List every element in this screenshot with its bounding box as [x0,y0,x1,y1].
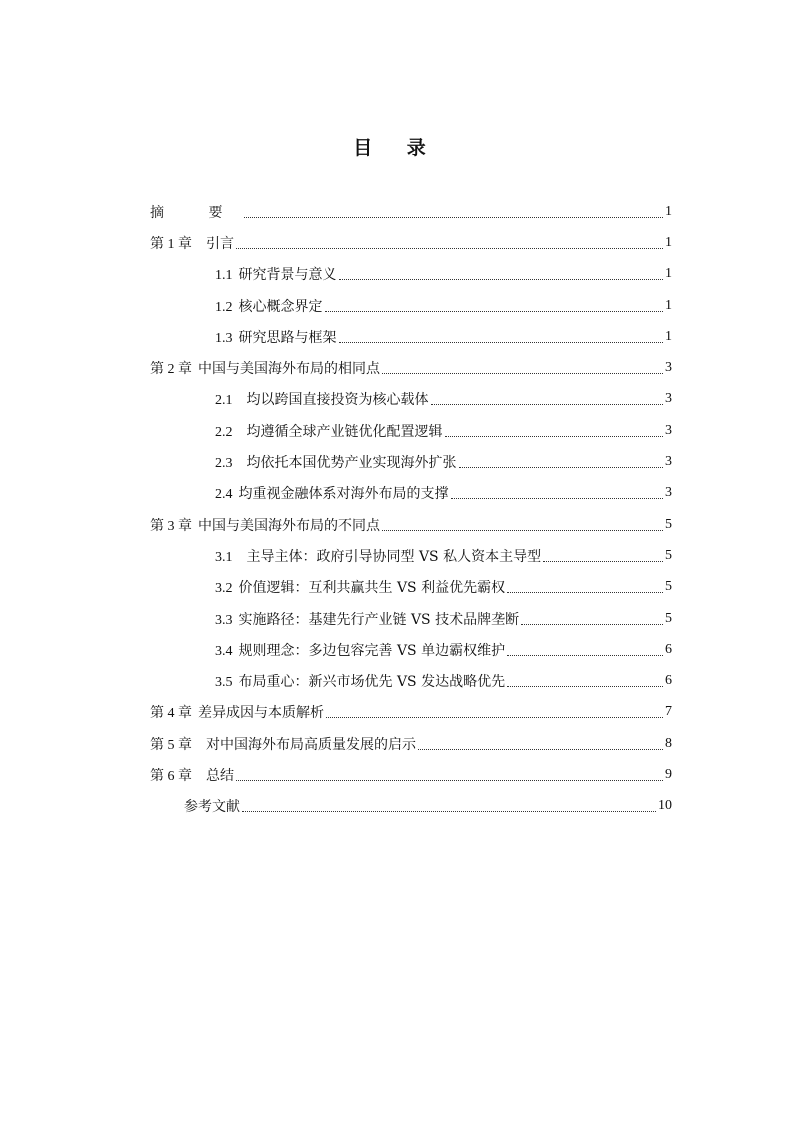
toc-entry-text: 差异成因与本质解析 [198,705,324,722]
section-number: 2.4 [215,487,233,503]
toc-page-number: 5 [665,610,672,626]
chapter-number: 第 5 章 [150,737,192,753]
toc-page-number: 1 [665,297,672,313]
toc-entry-text: 总结 [206,767,234,784]
dot-leader [325,310,664,312]
toc-entry-text: 研究思路与框架 [238,329,337,346]
toc-entry-text: 参考文献 [184,799,240,816]
toc-entry-chapter-1[interactable] [150,227,672,258]
toc-entry-text: 均依托本国优势产业实现海外扩张 [246,455,457,472]
toc-entry-section-3-3[interactable] [150,603,672,634]
toc-page-number: 3 [665,422,672,438]
toc-entry-label [215,264,337,284]
dot-leader [543,560,663,562]
toc-entry-section-3-4[interactable] [150,634,672,665]
toc-page-number: 1 [665,234,672,250]
toc-entry-label [215,296,323,316]
toc-entry-chapter-5[interactable] [150,728,672,759]
toc-entry-label [215,546,541,566]
toc-entry-label [215,389,429,409]
toc-entry-text: 规则理念：多边包容完善 VS 单边霸权维护 [238,642,506,659]
chapter-number: 第 1 章 [150,236,192,252]
toc-entry-section-2-3[interactable] [150,446,672,477]
toc-page-number: 3 [665,360,672,376]
dot-leader [236,247,663,249]
toc-entry-label [215,577,505,597]
section-number: 3.2 [215,581,233,597]
dot-leader [507,654,663,656]
toc-entry-chapter-2[interactable] [150,352,672,383]
section-number: 3.5 [215,675,233,691]
dot-leader [451,497,664,499]
toc-entry-section-2-1[interactable] [150,384,672,415]
dot-leader [339,278,664,280]
toc-page-number: 1 [665,328,672,344]
toc-page-number: 6 [665,641,672,657]
dot-leader [445,435,664,437]
toc-entry-text: 主导主体：政府引导协同型 VS 私人资本主导型 [246,548,542,565]
toc-entry-text: 引言 [206,235,234,252]
chapter-number: 第 6 章 [150,768,192,784]
section-number: 2.2 [215,424,233,440]
dot-leader [244,216,663,218]
toc-page-number: 9 [665,766,672,782]
toc-list [150,196,672,822]
toc-entry-section-3-2[interactable] [150,572,672,603]
dot-leader [459,466,664,468]
chapter-number: 第 3 章 [150,518,192,534]
toc-entry-label [150,734,416,754]
toc-entry-chapter-3[interactable] [150,509,672,540]
dot-leader [431,403,664,405]
section-number: 2.1 [215,393,233,409]
toc-entry-section-2-2[interactable] [150,415,672,446]
toc-entry-label [215,327,337,347]
dot-leader [418,748,663,750]
toc-entry-label [215,452,457,472]
toc-entry-label [150,202,242,222]
toc-page-number: 5 [665,547,672,563]
toc-entry-label [150,765,234,785]
toc-page-number: 3 [665,391,672,407]
section-number: 1.2 [215,299,233,315]
toc-entry-text: 中国与美国海外布局的相同点 [198,361,380,378]
toc-page-number: 6 [665,673,672,689]
toc-page-number: 3 [665,454,672,470]
toc-entry-section-3-5[interactable] [150,665,672,696]
section-number: 3.1 [215,549,233,565]
toc-entry-section-1-3[interactable] [150,321,672,352]
chapter-number: 第 2 章 [150,362,192,378]
toc-entry-label [215,483,449,503]
toc-page-number: 8 [665,735,672,751]
dot-leader [521,623,663,625]
toc-entry-section-2-4[interactable] [150,478,672,509]
dot-leader [326,716,663,718]
toc-entry-label [150,702,324,722]
section-number: 1.1 [215,268,233,284]
chapter-number: 第 4 章 [150,706,192,722]
toc-entry-text: 中国与美国海外布局的不同点 [198,517,380,534]
toc-page-number: 7 [665,704,672,720]
toc-entry-text: 均重视金融体系对海外布局的支撑 [238,486,449,503]
section-number: 2.3 [215,456,233,472]
dot-leader [507,591,663,593]
section-number: 3.3 [215,612,233,628]
toc-entry-section-3-1[interactable] [150,540,672,571]
dot-leader [236,779,663,781]
toc-entry-label [215,640,505,660]
toc-page-number: 5 [665,579,672,595]
dot-leader [507,685,663,687]
toc-entry-text: 价值逻辑：互利共赢共生 VS 利益优先霸权 [238,580,506,597]
toc-entry-text: 研究背景与意义 [238,267,337,284]
toc-entry-label [215,609,519,629]
toc-entry-abstract[interactable] [150,196,672,227]
toc-entry-text: 对中国海外布局高质量发展的启示 [206,736,416,753]
toc-entry-text: 均以跨国直接投资为核心载体 [246,392,429,409]
toc-entry-text: 布局重心：新兴市场优先 VS 发达战略优先 [238,674,506,691]
dot-leader [242,810,656,812]
toc-entry-text: 摘 要 [150,204,243,221]
toc-page-number: 1 [665,266,672,282]
toc-page-number: 1 [665,203,672,219]
section-number: 3.4 [215,643,233,659]
toc-entry-section-1-1[interactable] [150,259,672,290]
toc-entry-chapter-6[interactable] [150,759,672,790]
toc-entry-references[interactable] [150,791,672,822]
page-title: 目 录 [353,137,440,159]
toc-entry-label [150,233,234,253]
section-number: 1.3 [215,330,233,346]
toc-entry-section-1-2[interactable] [150,290,672,321]
toc-entry-text: 实施路径：基建先行产业链 VS 技术品牌垄断 [238,611,520,628]
toc-entry-label [215,421,443,441]
toc-page-number: 10 [658,798,672,814]
toc-entry-label [215,671,505,691]
toc-entry-text: 均遵循全球产业链优化配置逻辑 [246,423,443,440]
dot-leader [382,529,663,531]
toc-page-number: 3 [665,485,672,501]
toc-entry-label [150,358,380,378]
toc-entry-label [184,796,240,816]
toc-entry-label [150,515,380,535]
toc-page-number: 5 [665,516,672,532]
toc-entry-text: 核心概念界定 [238,298,323,315]
toc-entry-chapter-4[interactable] [150,697,672,728]
dot-leader [339,341,664,343]
dot-leader [382,372,663,374]
